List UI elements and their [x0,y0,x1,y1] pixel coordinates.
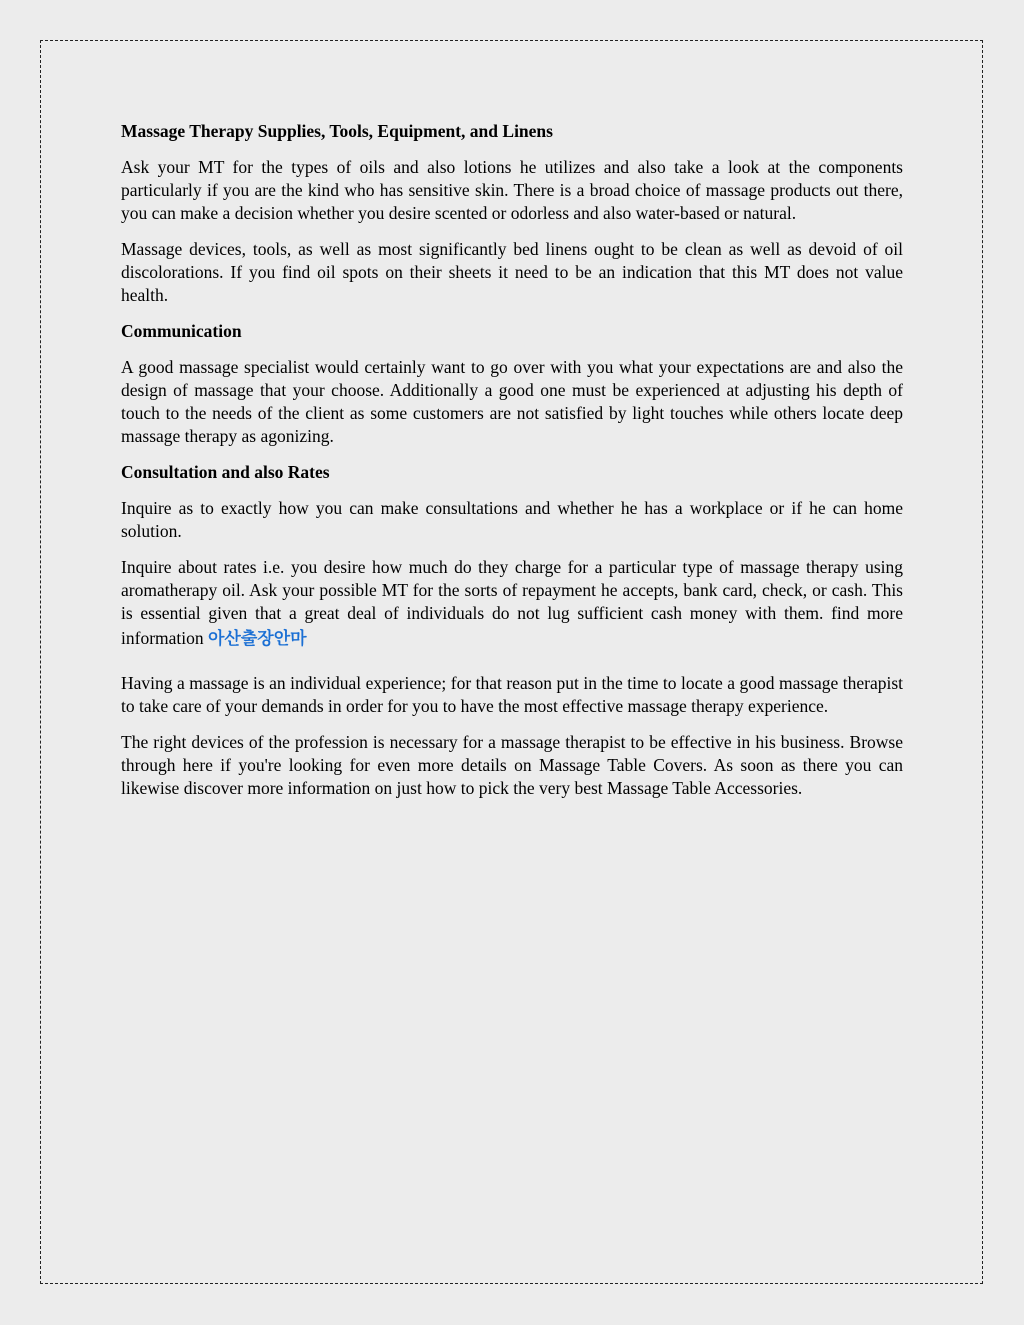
paragraph-experience: Having a massage is an individual experience; for that reason put in the time to locate a good massage therapist to take care of your demands in order for you to have the most effective massage therapy experience. [121,673,903,716]
paragraph-devices: The right devices of the profession is necessary for a massage therapist to be effective in his business. Browse through here if you're looking for even more details on Massage Table Covers. As soon as there you can likewise discover more information on just how to pick the very best Massage Table Accessories. [121,732,903,798]
paragraph-communication: A good massage specialist would certainly want to go over with you what your expectations are and also the design of massage that your choose. Additionally a good one must be experienced at adjusting his depth of touch to the needs of the client as some customers are not satisfied by light touches while others locate deep massage therapy as agonizing. [121,357,903,446]
heading-supplies: Massage Therapy Supplies, Tools, Equipment, and Linens [121,121,553,141]
paragraph-consultations: Inquire as to exactly how you can make consultations and whether he has a workplace or if he can home solution. [121,498,903,541]
more-info-link[interactable]: 아산출장안마 [208,629,307,649]
heading-communication: Communication [121,321,242,341]
document-body [121,120,903,813]
paragraph-linens: Massage devices, tools, as well as most significantly bed linens ought to be clean as well as devoid of oil discolorations. If you find oil spots on their sheets it need to be an indication that this MT does not value health. [121,239,903,305]
heading-consultation-rates: Consultation and also Rates [121,462,330,482]
paragraph-rates [121,556,903,653]
paragraph-oils-lotions: Ask your MT for the types of oils and also lotions he utilizes and also take a look at the components particularly if you are the kind who has sensitive skin. There is a broad choice of massage products out there, you can make a decision whether you desire scented or odorless and also water-based or natural. [121,157,903,223]
rates-text: Inquire about rates i.e. you desire how much do they charge for a particular type of massage therapy using aromatherapy oil. Ask your possible MT for the sorts of repayment he accepts, bank card, check, or cash. This is essential given that a great deal of individuals do not lug sufficient cash money with them. find more information [121,557,903,648]
